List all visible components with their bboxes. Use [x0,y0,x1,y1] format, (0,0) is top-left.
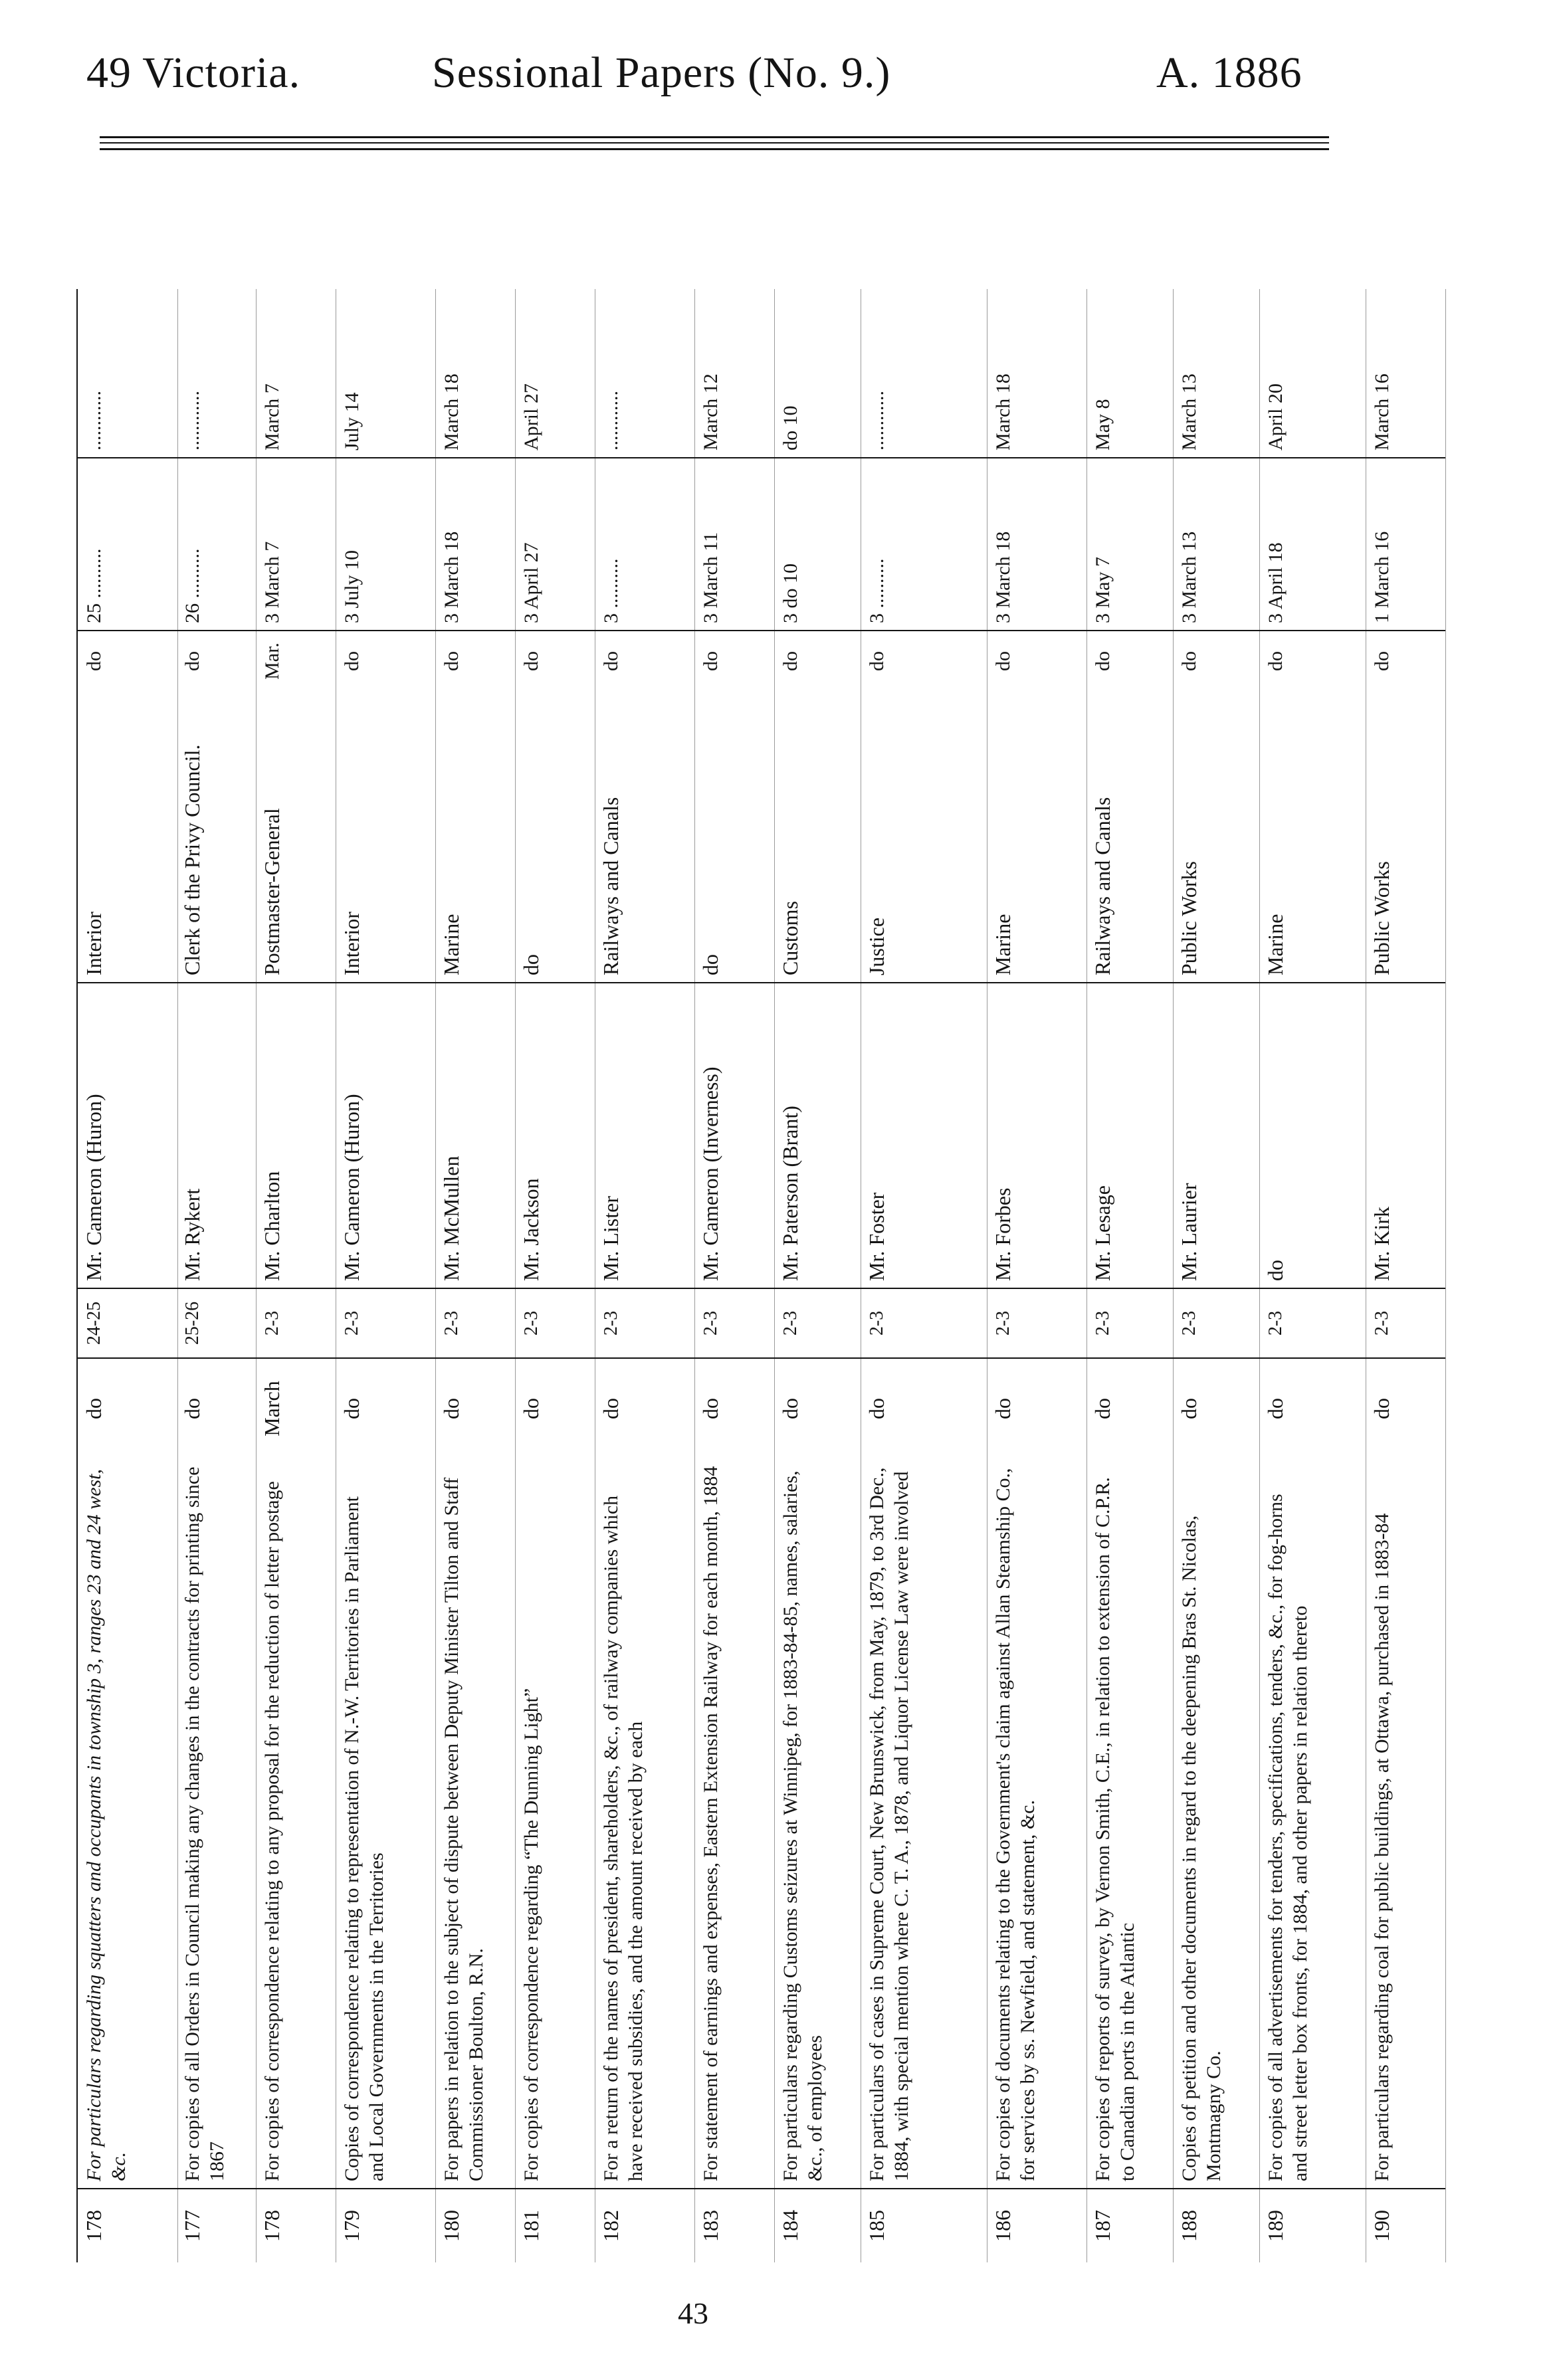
cell-dept: Justice [861,691,987,983]
table-row [176,289,257,2262]
table-row [1366,289,1446,2262]
cell-pages: 2-3 [336,1289,435,1359]
cell-desc: Copies of petition and other documents in regard to the deepening Bras St. Nicolas, Montmagny Co. [1173,1458,1259,2189]
cell-mover: Mr. Jackson [515,983,595,1289]
cell-presented: ............ [78,289,177,458]
cell-received: 3 March 18 [987,458,1086,631]
cell-received: 25 .......... [78,458,177,631]
cell-session: do [1090,1398,1114,1419]
cell-num: 178 [82,2210,106,2242]
cell-mover: Mr. Cameron (Inverness) [694,983,774,1289]
running-head-right: A. 1886 [1156,49,1302,97]
table-row [774,289,861,2262]
cell-received: 3 March 11 [694,458,774,631]
cell-addressed: do [1265,651,1287,671]
cell-pages: 2-3 [435,1289,515,1359]
cell-presented: May 8 [1086,289,1173,458]
cell-session: do [599,1398,623,1419]
cell-mover: Mr. Cameron (Huron) [336,983,435,1289]
cell-received: 1 March 16 [1366,458,1445,631]
cell-session: do [698,1398,722,1419]
cell-addressed: do [1371,651,1393,671]
cell-pages: 2-3 [987,1289,1086,1359]
cell-pages: 2-3 [774,1289,861,1359]
cell-desc: Copies of correspondence relating to representation of N.-W. Territories in Parliament and Local Governments in the Territories [336,1458,435,2189]
cell-addressed: do [600,651,622,671]
table-row [256,289,336,2262]
cell-received: 3 March 13 [1173,458,1259,631]
cell-received: 3 July 10 [336,458,435,631]
cell-session: do [865,1398,888,1419]
cell-desc: For copies of correspondence relating to any proposal for the reduction of letter postage [256,1458,336,2189]
table-row [515,289,595,2262]
cell-num: 181 [519,2210,543,2242]
cell-desc: For copies of all Orders in Council making any changes in the contracts for printing since 1867 [176,1458,256,2189]
cell-addressed: do [866,651,888,671]
cell-pages: 2-3 [515,1289,595,1359]
cell-dept: Public Works [1173,691,1259,983]
cell-mover: Mr. Lister [595,983,694,1289]
cell-num: 180 [439,2210,463,2242]
cell-session: do [439,1398,463,1419]
cell-presented: do 10 [774,289,861,458]
cell-dept: Interior [336,691,435,983]
header-rule-middle [100,142,1329,144]
cell-presented: April 20 [1259,289,1366,458]
cell-num: 186 [991,2210,1015,2242]
cell-received: 3 .......... [595,458,694,631]
cell-presented: April 27 [515,289,595,458]
cell-num: 179 [340,2210,363,2242]
cell-mover: Mr. Lesage [1086,983,1173,1289]
cell-desc: For copies of reports of survey, by Vernon Smith, C.E., in relation to extension of C.P.R. to Canadian ports in the Atlantic [1086,1458,1173,2189]
cell-dept: Marine [987,691,1086,983]
cell-num: 187 [1090,2210,1114,2242]
cell-dept: Customs [774,691,861,983]
cell-desc: For particulars regarding squatters and occupants in township 3, ranges 23 and 24 west, &c. [78,1458,177,2189]
returns-table [76,289,1394,2262]
cell-received: 3 April 27 [515,458,595,631]
cell-pages: 25-26 [176,1289,256,1359]
cell-dept: Public Works [1366,691,1445,983]
cell-desc: For particulars of cases in Supreme Court, New Brunswick, from May, 1879, to 3rd Dec., 1884, with special mention where C. T. A., 1878, and Liquor License Law were involved [861,1458,987,2189]
cell-session: do [340,1398,363,1419]
cell-addressed: do [1092,651,1114,671]
page-number: 43 [678,2296,708,2330]
cell-desc: For particulars regarding Customs seizures at Winnipeg, for 1883-84-85, names, salaries, &c., of employees [774,1458,861,2189]
header-rule-bottom [100,148,1329,150]
table-row [987,289,1087,2262]
cell-num: 188 [1177,2210,1201,2242]
cell-mover: do [1259,983,1366,1289]
cell-pages: 2-3 [1259,1289,1366,1359]
cell-mover: Mr. Rykert [176,983,256,1289]
cell-dept: Interior [78,691,177,983]
running-head-left: 49 Victoria. [86,49,301,97]
cell-presented: July 14 [336,289,435,458]
cell-addressed: do [83,651,105,671]
cell-num: 189 [1263,2210,1287,2242]
cell-presented: March 18 [987,289,1086,458]
cell-addressed: do [441,651,463,671]
cell-num: 184 [778,2210,802,2242]
cell-presented: ............ [176,289,256,458]
cell-pages: 2-3 [1366,1289,1445,1359]
cell-received: 3 April 18 [1259,458,1366,631]
cell-session: do [519,1398,543,1419]
cell-mover: Mr. Foster [861,983,987,1289]
cell-received: 3 .......... [861,458,987,631]
table-row [694,289,775,2262]
table-row [861,289,987,2262]
table-row [435,289,516,2262]
cell-presented: March 13 [1173,289,1259,458]
cell-mover: Mr. Laurier [1173,983,1259,1289]
cell-received: 26 .......... [176,458,256,631]
table-row [595,289,695,2262]
cell-addressed: do [341,651,363,671]
cell-received: 3 March 18 [435,458,515,631]
cell-dept: Clerk of the Privy Council. [176,691,256,983]
cell-session: do [991,1398,1015,1419]
rotated-table [76,289,1394,2262]
cell-dept: Railways and Canals [595,691,694,983]
cell-pages: 2-3 [256,1289,336,1359]
cell-dept: Marine [435,691,515,983]
cell-num: 185 [865,2210,888,2242]
cell-addressed: Mar. [261,643,283,680]
cell-presented: March 7 [256,289,336,458]
cell-pages: 24-25 [78,1289,177,1359]
cell-pages: 2-3 [861,1289,987,1359]
cell-session: March [260,1381,284,1437]
cell-dept: do [694,691,774,983]
table-row [336,289,436,2262]
cell-pages: 2-3 [1086,1289,1173,1359]
cell-received: 3 March 7 [256,458,336,631]
header-rule-top [100,136,1329,138]
cell-desc: For particulars regarding coal for public buildings, at Ottawa, purchased in 1883-84 [1366,1458,1445,2189]
cell-addressed: do [1178,651,1200,671]
cell-pages: 2-3 [1173,1289,1259,1359]
cell-pages: 2-3 [694,1289,774,1359]
cell-presented: March 16 [1366,289,1445,458]
cell-session: do [82,1398,106,1419]
cell-desc: For a return of the names of president, shareholders, &c., of railway companies which have received subsidies, and the amount received by each [595,1458,694,2189]
cell-dept: do [515,691,595,983]
running-head-title: Sessional Papers (No. 9.) [432,49,891,97]
table-row [1086,289,1174,2262]
cell-addressed: do [700,651,722,671]
cell-mover: Mr. Kirk [1366,983,1445,1289]
cell-received: 3 do 10 [774,458,861,631]
cell-received: 3 May 7 [1086,458,1173,631]
cell-desc: For statement of earnings and expenses, Eastern Extension Railway for each month, 1884 [694,1458,774,2189]
cell-session: do [1370,1398,1394,1419]
cell-desc: For copies of all advertisements for tenders, specifications, tenders, &c., for fog-horns and street letter box fronts, for 1884, and other papers in relation thereto [1259,1458,1366,2189]
cell-desc: For copies of documents relating to the Government's claim against Allan Steamship Co., for services by ss. Newfield, and statement, &c. [987,1458,1086,2189]
cell-desc: For copies of correspondence regarding “The Dunning Light” [515,1458,595,2189]
cell-dept: Railways and Canals [1086,691,1173,983]
cell-addressed: do [992,651,1014,671]
cell-addressed: do [779,651,801,671]
cell-mover: Mr. Forbes [987,983,1086,1289]
cell-mover: Mr. Charlton [256,983,336,1289]
cell-dept: Postmaster-General [256,691,336,983]
cell-num: 182 [599,2210,623,2242]
table-row [1173,289,1260,2262]
cell-mover: Mr. Cameron (Huron) [78,983,177,1289]
cell-session: do [1177,1398,1201,1419]
table-row [76,289,178,2262]
cell-session: do [1263,1398,1287,1419]
cell-num: 183 [698,2210,722,2242]
cell-pages: 2-3 [595,1289,694,1359]
cell-mover: Mr. McMullen [435,983,515,1289]
cell-addressed: do [520,651,542,671]
cell-num: 178 [260,2210,284,2242]
cell-num: 190 [1370,2210,1394,2242]
table-row [1259,289,1366,2262]
cell-desc: For papers in relation to the subject of dispute between Deputy Minister Tilton and Staff Commissioner Boulton, R.N. [435,1458,515,2189]
cell-addressed: do [181,651,203,671]
cell-session: do [180,1398,204,1419]
cell-presented: ............ [595,289,694,458]
cell-session: do [778,1398,802,1419]
cell-presented: March 18 [435,289,515,458]
cell-dept: Marine [1259,691,1366,983]
cell-num: 177 [180,2210,204,2242]
cell-presented: ............ [861,289,987,458]
cell-mover: Mr. Paterson (Brant) [774,983,861,1289]
cell-presented: March 12 [694,289,774,458]
